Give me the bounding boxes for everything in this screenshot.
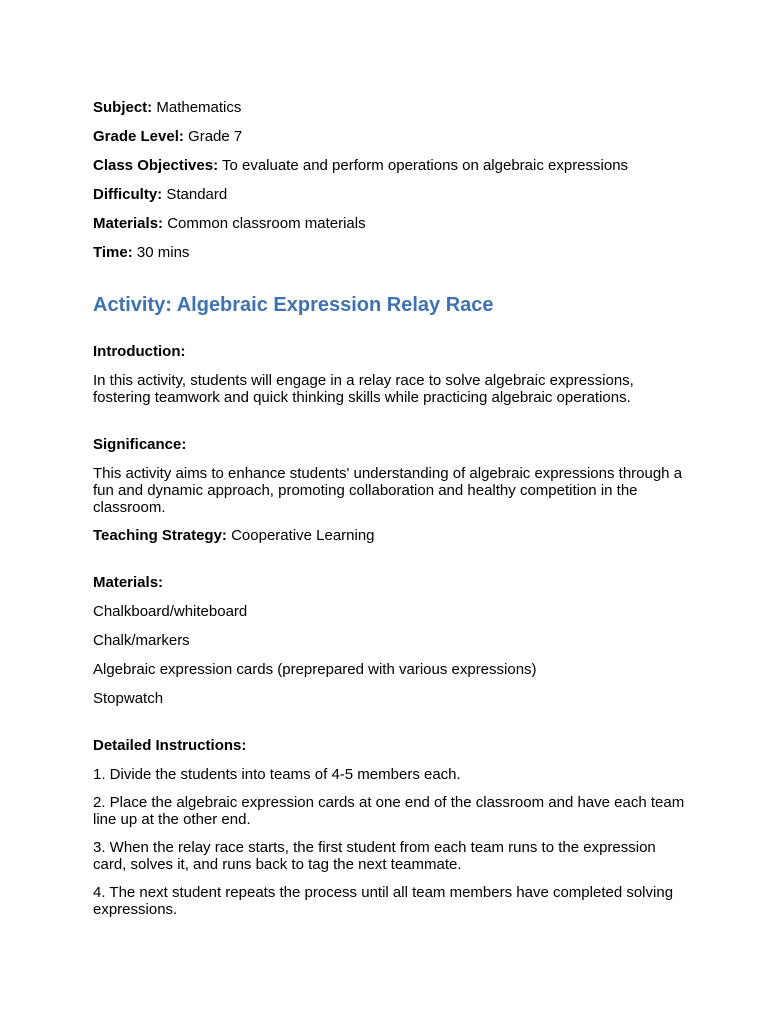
meta-label: Class Objectives: (93, 157, 219, 174)
materials-heading: Materials: (93, 574, 164, 591)
significance-heading: Significance: (93, 436, 187, 453)
meta-value: Mathematics (156, 99, 242, 116)
meta-value: Grade 7 (188, 128, 243, 145)
materials-item: Stopwatch (93, 690, 164, 707)
meta-value: To evaluate and perform operations on algebraic expressions (221, 157, 629, 174)
meta-value: 30 mins (136, 244, 190, 261)
teaching-strategy-label: Teaching Strategy: (93, 527, 227, 544)
meta-value: Standard (166, 186, 228, 203)
meta-label: Subject: (93, 99, 153, 116)
meta-class-objectives (93, 157, 693, 175)
materials-item: Chalk/markers (93, 632, 190, 649)
meta-label: Difficulty: (93, 186, 163, 203)
teaching-strategy-value: Cooperative Learning (231, 527, 375, 544)
instruction-step: 1. Divide the students into teams of 4-5 members each. (93, 766, 461, 783)
meta-subject (93, 99, 693, 117)
materials-item: Chalkboard/whiteboard (93, 603, 248, 620)
significance-text: This activity aims to enhance students' understanding of algebraic expressions through a fun and dynamic approach, promoting collaboration and healthy competition in the classroom. (93, 465, 683, 516)
document-content (93, 99, 693, 918)
meta-difficulty (93, 186, 693, 204)
introduction-heading: Introduction: (93, 343, 186, 360)
instruction-step: 2. Place the algebraic expression cards at one end of the classroom and have each team line up at the other end. (93, 794, 685, 828)
meta-label: Time: (93, 244, 133, 261)
meta-value: Common classroom materials (167, 215, 366, 232)
meta-materials (93, 215, 693, 233)
instruction-step: 4. The next student repeats the process until all team members have completed solving expressions. (93, 884, 674, 918)
teaching-strategy (93, 527, 693, 545)
meta-label: Materials: (93, 215, 164, 232)
activity-title: Activity: Algebraic Expression Relay Race (93, 294, 494, 316)
instructions-heading: Detailed Instructions: (93, 737, 247, 754)
meta-time (93, 244, 693, 262)
meta-label: Grade Level: (93, 128, 184, 145)
meta-grade-level (93, 128, 693, 146)
materials-item: Algebraic expression cards (preprepared with various expressions) (93, 661, 537, 678)
instruction-step: 3. When the relay race starts, the first student from each team runs to the expression card, solves it, and runs back to tag the next teammate. (93, 839, 656, 873)
introduction-text: In this activity, students will engage in a relay race to solve algebraic expressions, fostering teamwork and quick thinking skills while practicing algebraic operations. (93, 372, 634, 406)
